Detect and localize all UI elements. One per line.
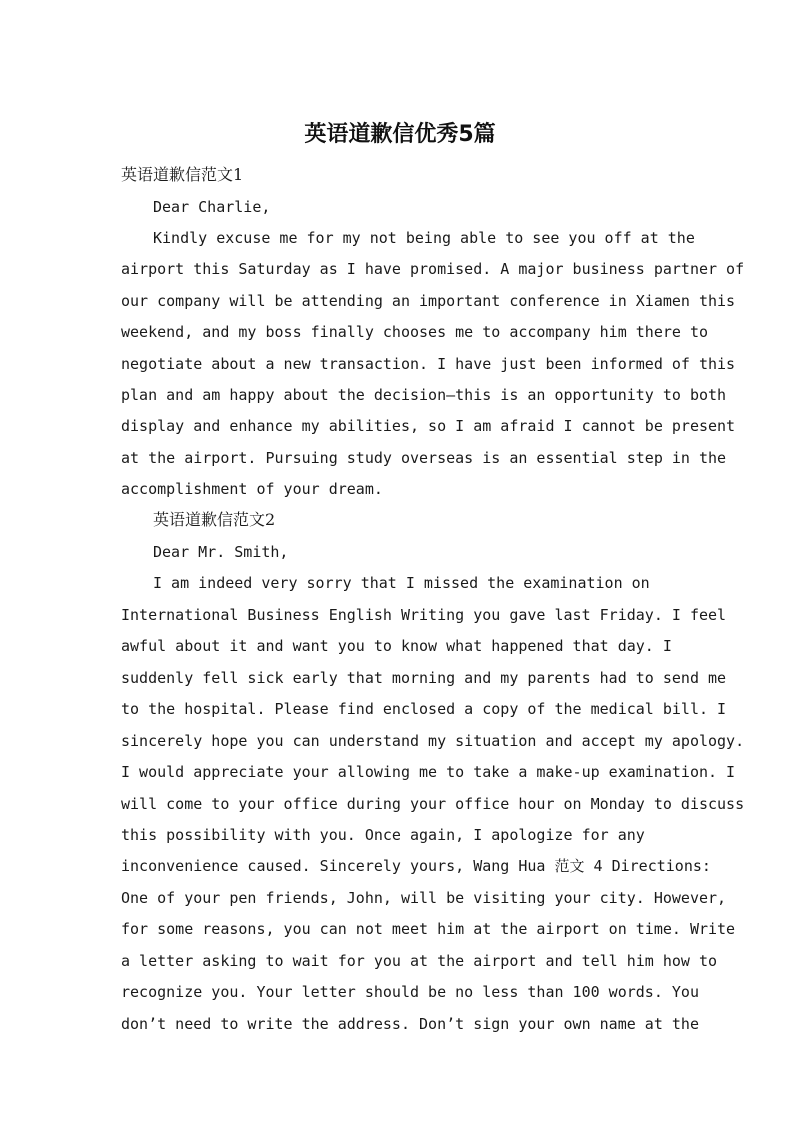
body-line: I would appreciate your allowing me to take a make-up examination. I xyxy=(121,763,736,781)
body-line: display and enhance my abilities, so I am afraid I cannot be present xyxy=(121,417,736,435)
body-line: for some reasons, you can not meet him at the airport on time. Write xyxy=(121,920,736,938)
body-line: Kindly excuse me for my not being able to see you off at the xyxy=(153,229,695,247)
body-line: One of your pen friends, John, will be visiting your city. However, xyxy=(121,889,727,907)
body-line: inconvenience caused. Sincerely yours, Wang Hua 范文 4 Directions: xyxy=(121,857,711,875)
body-line: a letter asking to wait for you at the airport and tell him how to xyxy=(121,952,718,970)
body-line: I am indeed very sorry that I missed the examination on xyxy=(153,574,650,592)
salutation-2: Dear Mr. Smith, xyxy=(153,543,289,561)
body-line: this possibility with you. Once again, I apologize for any xyxy=(121,826,645,844)
body-line: awful about it and want you to know what happened that day. I xyxy=(121,637,672,655)
body-line: to the hospital. Please find enclosed a copy of the medical bill. I xyxy=(121,700,727,718)
body-line: at the airport. Pursuing study overseas is an essential step in the xyxy=(121,449,727,467)
body-line: airport this Saturday as I have promised. A major business partner of xyxy=(121,260,745,278)
body-line: suddenly fell sick early that morning and my parents had to send me xyxy=(121,669,727,687)
salutation-1: Dear Charlie, xyxy=(153,198,271,216)
body-line: our company will be attending an important conference in Xiamen this xyxy=(121,292,736,310)
body-line: plan and am happy about the decision—this is an opportunity to both xyxy=(121,386,727,404)
section-heading-2: 英语道歉信范文2 xyxy=(153,510,276,529)
section-heading-1: 英语道歉信范文1 xyxy=(121,165,244,184)
body-line: recognize you. Your letter should be no less than 100 words. You xyxy=(121,983,699,1001)
body-line: negotiate about a new transaction. I have just been informed of this xyxy=(121,355,736,373)
document-title: 英语道歉信优秀5篇 xyxy=(304,122,496,147)
body-line: sincerely hope you can understand my situation and accept my apology. xyxy=(121,732,745,750)
body-line: International Business English Writing you gave last Friday. I feel xyxy=(121,606,727,624)
body-line: accomplishment of your dream. xyxy=(121,480,383,498)
body-line: weekend, and my boss finally chooses me to accompany him there to xyxy=(121,323,708,341)
body-line: don’t need to write the address. Don’t sign your own name at the xyxy=(121,1015,699,1033)
body-line: will come to your office during your office hour on Monday to discuss xyxy=(121,795,745,813)
